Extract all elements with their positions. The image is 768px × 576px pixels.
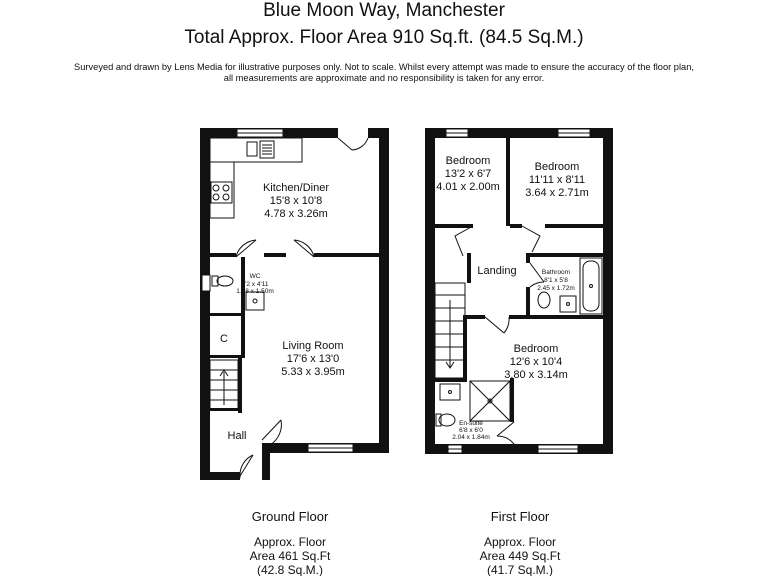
disclaimer-line-2: all measurements are approximate and no responsibility is taken for any error. xyxy=(223,73,545,83)
ground-floor-title: Ground Floor xyxy=(251,509,329,524)
bedroom-a-name: Bedroom xyxy=(445,155,491,167)
ground-floor-area-line-1: Approx. Floor xyxy=(253,535,327,549)
bedroom-b-imperial: 11'11 x 8'11 xyxy=(528,174,586,186)
bedroom-c-metric: 3.80 x 3.14m xyxy=(504,369,568,381)
wc-name: WC xyxy=(249,273,261,280)
kitchen-name: Kitchen/Diner xyxy=(262,182,330,194)
hall-label: Hall xyxy=(227,430,247,442)
first-floor-area-line-3: (41.7 Sq.M.) xyxy=(486,563,554,576)
back-door xyxy=(338,128,368,150)
living-room-imperial: 17'6 x 13'0 xyxy=(286,353,340,365)
bedroom-c-name: Bedroom xyxy=(513,343,559,355)
ground-floor-area-line-3: (42.8 Sq.M.) xyxy=(256,563,324,576)
bedroom-b-name: Bedroom xyxy=(534,161,580,173)
ground-floor-stairs xyxy=(210,360,238,410)
ensuite-imperial: 6'8 x 6'0 xyxy=(459,427,483,434)
disclaimer-line-1: Surveyed and drawn by Lens Media for illustrative purposes only. Not to scale. Whilst every attempt was made to ensure the accuracy of the floor plan, xyxy=(74,62,694,72)
wc-imperial: 6'2 x 4'11 xyxy=(241,281,269,288)
ground-floor-plan xyxy=(200,128,389,480)
shower-tray xyxy=(470,381,510,421)
living-room-metric: 5.33 x 3.95m xyxy=(281,366,345,378)
landing-label: Landing xyxy=(477,265,517,277)
living-room-name: Living Room xyxy=(282,340,344,352)
ensuite-name: En-suite xyxy=(459,420,483,427)
wc-metric: 1.88 x 1.50m xyxy=(236,288,274,295)
bathroom-name: Bathroom xyxy=(541,269,571,276)
cupboard-label: C xyxy=(220,333,228,345)
kitchen-metric: 4.78 x 3.26m xyxy=(264,208,328,220)
bedroom-b-metric: 3.64 x 2.71m xyxy=(525,187,589,199)
first-floor-area-line-1: Approx. Floor xyxy=(483,535,557,549)
page-title: Blue Moon Way, Manchester xyxy=(263,0,505,21)
bedroom-a-metric: 4.01 x 2.00m xyxy=(436,181,500,193)
bedroom-a-imperial: 13'2 x 6'7 xyxy=(444,168,492,180)
kitchen-imperial: 15'8 x 10'8 xyxy=(269,195,323,207)
bathroom-imperial: 8'1 x 5'8 xyxy=(544,277,568,284)
total-floor-area: Total Approx. Floor Area 910 Sq.ft. (84.5 Sq.M.) xyxy=(184,27,584,48)
bedroom-c-imperial: 12'6 x 10'4 xyxy=(509,356,563,368)
bath xyxy=(580,258,602,314)
ensuite-metric: 2.04 x 1.84m xyxy=(452,434,490,441)
bathroom-metric: 2.45 x 1.72m xyxy=(537,285,575,292)
ground-floor-caption xyxy=(250,509,331,576)
first-floor-title: First Floor xyxy=(490,509,550,524)
ground-floor-area-line-2: Area 461 Sq.Ft xyxy=(249,549,331,563)
first-floor-caption xyxy=(480,509,561,576)
first-floor-stairs xyxy=(435,283,465,378)
first-floor-area-line-2: Area 449 Sq.Ft xyxy=(479,549,561,563)
